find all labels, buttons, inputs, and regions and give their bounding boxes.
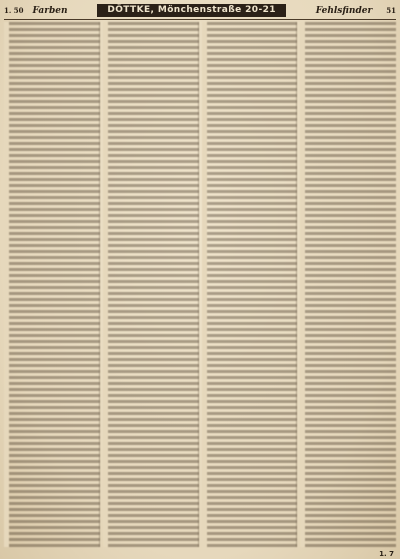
right-page-number: 51 <box>386 6 396 15</box>
left-page-number: 1. 50 <box>4 6 24 15</box>
footer-signature: 1. 7 <box>379 550 394 558</box>
left-section-title: Farben <box>32 5 68 16</box>
directory-column-3 <box>202 22 298 547</box>
header-rule <box>4 19 396 20</box>
header-right <box>316 6 396 16</box>
directory-column-1 <box>4 22 100 547</box>
header-left <box>4 6 68 16</box>
directory-columns <box>4 22 396 547</box>
header-banner: DÖTTKE, Mönchenstraße 20-21 <box>97 4 286 17</box>
directory-column-2 <box>103 22 199 547</box>
directory-column-4 <box>300 22 396 547</box>
page-header <box>4 3 396 18</box>
right-section-title: Fehlsfinder <box>315 5 373 16</box>
